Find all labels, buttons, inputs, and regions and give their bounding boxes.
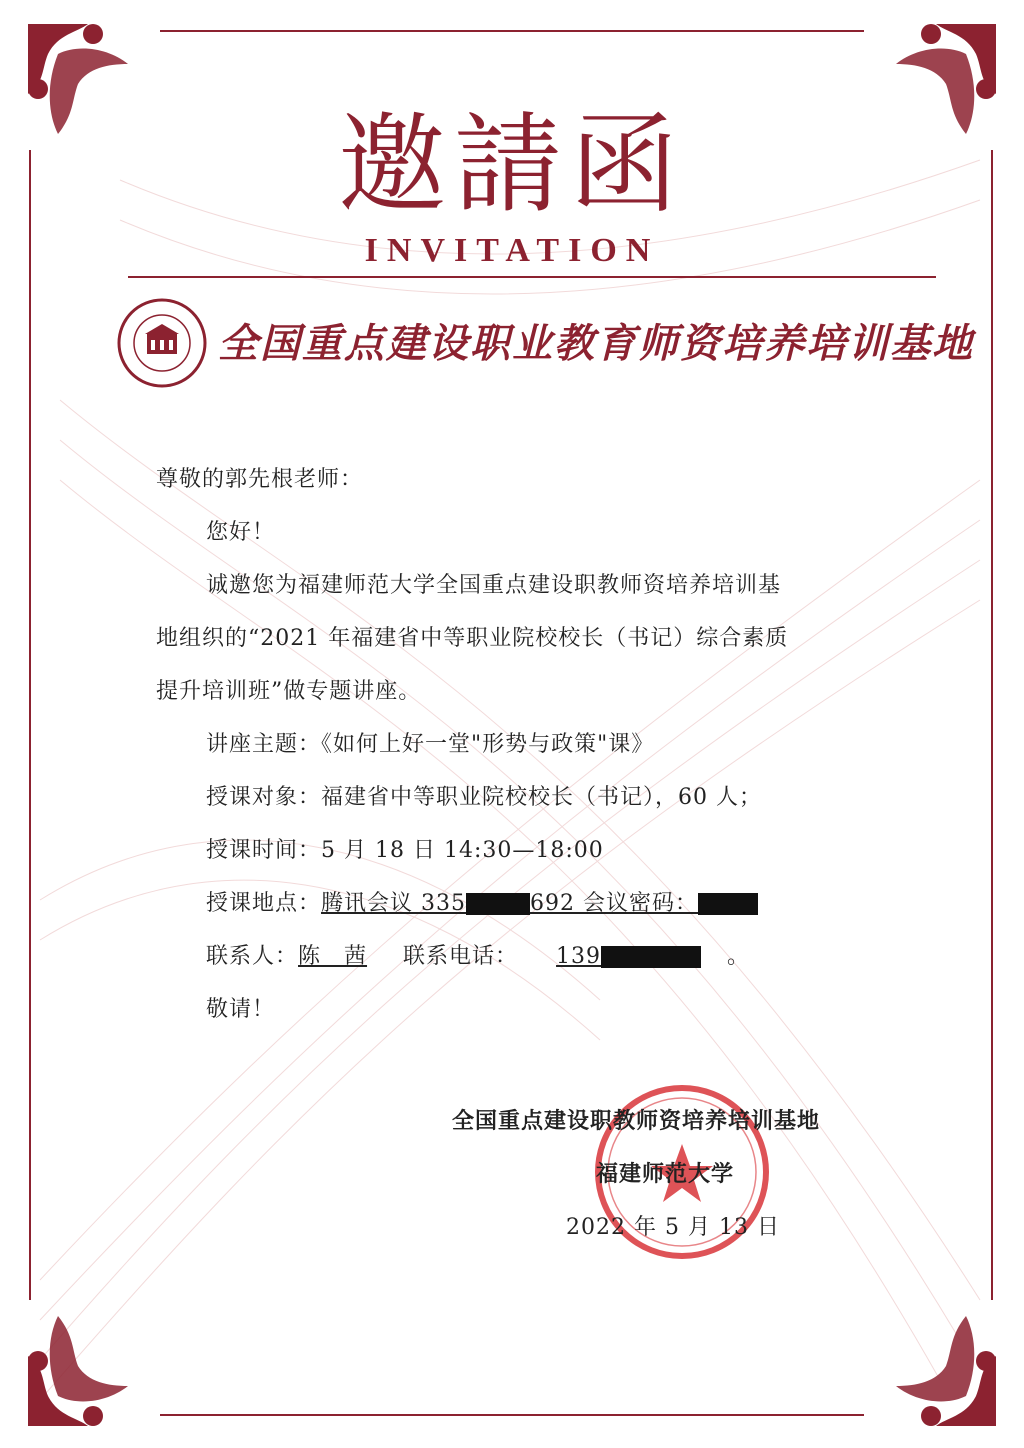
- corner-ornament-bottom-left: [18, 1296, 158, 1436]
- university-logo-icon: [117, 298, 207, 388]
- redacted-password: [698, 893, 758, 915]
- signature-date: 2022 年 5 月 13 日: [566, 1215, 780, 1240]
- meeting-id-prefix: 腾讯会议 335: [321, 891, 467, 916]
- contact-name: 陈 茜: [298, 944, 368, 969]
- closing: 敬请！: [206, 997, 276, 1022]
- audience-row: [206, 780, 762, 811]
- corner-ornament-bottom-right: [866, 1296, 1006, 1436]
- redacted-meeting-id: [466, 893, 530, 915]
- topic-label: 讲座主题：: [206, 732, 322, 757]
- contact-row: [206, 939, 750, 970]
- phone-end: 。: [727, 944, 751, 969]
- audience-label: 授课对象：: [206, 785, 322, 810]
- signature-university: 福建师范大学: [596, 1161, 735, 1187]
- paragraph-line-3: 提升培训班”做专题讲座。: [156, 679, 422, 704]
- contact-label: 联系人：: [206, 944, 299, 969]
- greeting: 您好！: [206, 520, 276, 545]
- paragraph-line-2: 地组织的“2021 年福建省中等职业院校校长（书记）综合素质: [156, 626, 789, 651]
- redacted-phone: [601, 946, 701, 968]
- time-row: [206, 833, 604, 864]
- title-divider: [128, 276, 936, 278]
- paragraph-line-1: 诚邀您为福建师范大学全国重点建设职教师资培养培训基: [206, 573, 782, 598]
- salutation: 尊敬的郭先根老师：: [156, 467, 364, 492]
- time-label: 授课时间：: [206, 838, 322, 863]
- place-value: [321, 891, 758, 916]
- phone-label: 联系电话：: [403, 944, 519, 969]
- time-value: 5 月 18 日 14:30—18:00: [321, 838, 604, 863]
- invitation-title-chinese: 邀請函: [337, 103, 686, 228]
- phone-value: [556, 944, 727, 969]
- topic-value: 《如何上好一堂"形势与政策"课》: [321, 732, 655, 757]
- meeting-id-suffix: 692 会议密码：: [530, 891, 699, 916]
- topic-row: [206, 727, 654, 758]
- top-border: [160, 28, 864, 34]
- invitation-title-english: INVITATION: [364, 232, 660, 269]
- bottom-border: [160, 1412, 864, 1418]
- audience-value: 福建省中等职业院校校长（书记），60 人；: [321, 785, 763, 810]
- place-label: 授课地点：: [206, 891, 322, 916]
- place-row: [206, 886, 758, 917]
- base-title: 全国重点建设职业教育师资培养培训基地: [218, 321, 974, 367]
- phone-prefix: 139: [556, 944, 602, 969]
- signature-org: 全国重点建设职教师资培养培训基地: [452, 1108, 821, 1134]
